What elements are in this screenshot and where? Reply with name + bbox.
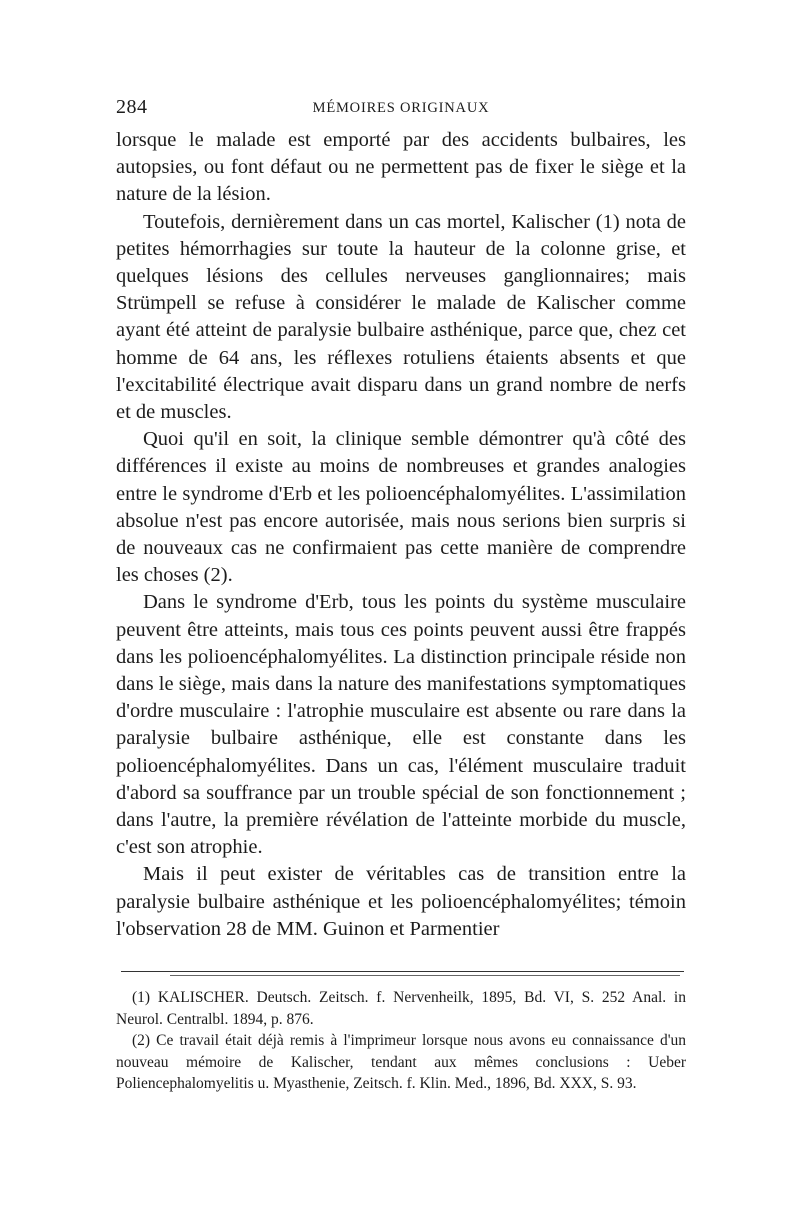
footnote-divider-secondary (170, 975, 680, 976)
paragraph-transition: Mais il peut exister de véritables cas de transition entre la paralysie bulbaire asthénique et les polioencéphalomyélites; témoin l'observation 28 de MM. Guinon et Parmentier (116, 863, 686, 940)
page-number: 284 (116, 96, 148, 118)
paragraph-clinique: Quoi qu'il en soit, la clinique semble démontrer qu'à côté des différences il existe au moins de nombreuses et grandes analogies entre le syndrome d'Erb et les polioencéphalomyélites. L'assimilation absolue n'est pas encore autorisée, mais nous serions bien surpris si de nouveaux cas ne confirmaient pas cette manière de comprendre les choses (2). (116, 428, 686, 587)
footnote-1: (1) KALISCHER. Deutsch. Zeitsch. f. Nervenheilk, 1895, Bd. VI, S. 252 Anal. in Neurol. Centralbl. 1894, p. 876. (116, 989, 686, 1028)
footnote-2: (2) Ce travail était déjà remis à l'imprimeur lorsque nous avons eu connaissance d'un nouveau mémoire de Kalischer, tendant aux mêmes conclusions : Ueber Poliencephalomyelitis u. Myasthenie, Zeitsch. f. Klin. Med., 1896, Bd. XXX, S. 93. (116, 1032, 686, 1093)
paragraph-continuation: lorsque le malade est emporté par des accidents bulbaires, les autopsies, ou font défaut ou ne permettent pas de fixer le siège et la nature de la lésion. (116, 129, 686, 206)
running-head (116, 96, 686, 122)
paragraph-kalischer: Toutefois, dernièrement dans un cas mortel, Kalischer (1) nota de petites hémorrhagies sur toute la hauteur de la colonne grise, et quelques lésions des cellules nerveuses ganglionnaires; mais Strümpell se refuse à considérer le malade de Kalischer comme ayant été atteint de paralysie bulbaire asthénique, parce que, chez cet homme de 64 ans, les réflexes rotuliens étaients absents et que l'excitabilité électrique avait disparu dans un grand nombre de nerfs et de muscles. (116, 210, 686, 424)
paragraph-syndrome-erb: Dans le syndrome d'Erb, tous les points du système musculaire peuvent être atteints, mais tous ces points peuvent aussi être frappés dans les polioencéphalomyélites. La distinction principale réside non dans le siège, mais dans la nature des manifestations symptomatiques d'ordre musculaire : l'atrophie musculaire est absente ou rare dans la paralysie bulbaire asthénique, elle est constante dans les polioencéphalomyélites. Dans un cas, l'élément musculaire traduit d'abord sa souffrance par un trouble spécial de son fonctionnement ; dans l'autre, la première révélation de l'atteinte morbide du muscle, c'est son atrophie. (116, 591, 686, 859)
body-text (116, 127, 686, 943)
running-title: MÉMOIRES ORIGINAUX (312, 100, 490, 116)
footnote-divider (121, 971, 684, 972)
footnotes (116, 987, 686, 1095)
